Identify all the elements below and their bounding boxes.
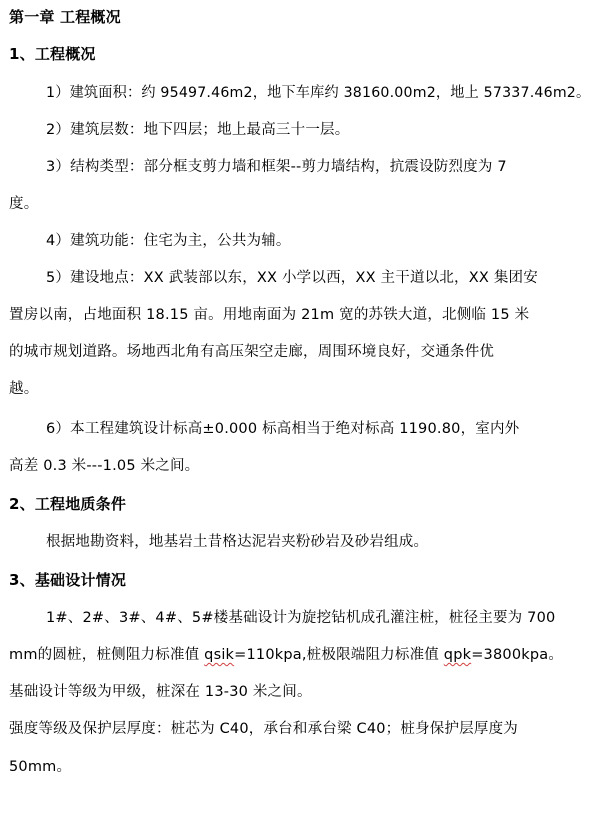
- chapter-title: 第一章 工程概况: [9, 8, 121, 26]
- paragraph-line: 3）结构类型：部分框支剪力墙和框架--剪力墙结构，抗震设防烈度为 7: [46, 159, 507, 175]
- pile-text: mm的圆桩，桩侧阻力标准值: [9, 647, 205, 663]
- paragraph-line: 5）建设地点：XX 武装部以东，XX 小学以西，XX 主干道以北，XX 集团安: [46, 270, 538, 286]
- paragraph-line: 强度等级及保护层厚度：桩芯为 C40，承台和承台梁 C40；桩身保护层厚度为: [9, 721, 518, 737]
- pile-parameter-line: [9, 645, 563, 665]
- paragraph-line: 越。: [9, 381, 39, 397]
- paragraph-line: 度。: [9, 196, 39, 212]
- qsik-term: qsik: [204, 647, 235, 663]
- section-heading-geology: 2、工程地质条件: [9, 495, 127, 513]
- paragraph-line: 2）建筑层数：地下四层；地上最高三十一层。: [46, 122, 350, 138]
- paragraph-line: 6）本工程建筑设计标高±0.000 标高相当于绝对标高 1190.80，室内外: [46, 421, 520, 437]
- paragraph-line: 根据地勘资料，地基岩土昔格达泥岩夹粉砂岩及砂岩组成。: [46, 534, 429, 550]
- paragraph-line: 4）建筑功能：住宅为主，公共为辅。: [46, 233, 291, 249]
- paragraph-line: 基础设计等级为甲级，桩深在 13-30 米之间。: [9, 684, 312, 700]
- paragraph-line: 的城市规划道路。场地西北角有高压架空走廊，周围环境良好，交通条件优: [9, 344, 495, 360]
- paragraph-line: 高差 0.3 米---1.05 米之间。: [9, 458, 200, 474]
- paragraph-line: 50mm。: [9, 759, 72, 775]
- section-heading-foundation: 3、基础设计情况: [9, 571, 127, 589]
- qpk-term: qpk: [443, 647, 472, 663]
- paragraph-line: 1）建筑面积：约 95497.46m2，地下车库约 38160.00m2，地上 57337.46m2。: [46, 85, 591, 101]
- pile-text: =3800kpa。: [471, 647, 564, 663]
- paragraph-line: 置房以南，占地面积 18.15 亩。用地南面为 21m 宽的苏铁大道，北侧临 15 米: [9, 307, 530, 323]
- section-heading-overview: 1、工程概况: [9, 45, 96, 63]
- paragraph-line: 1#、2#、3#、4#、5#楼基础设计为旋挖钻机成孔灌注桩，桩径主要为 700: [46, 610, 556, 626]
- pile-text: =110kpa,桩极限端阻力标准值: [234, 647, 444, 663]
